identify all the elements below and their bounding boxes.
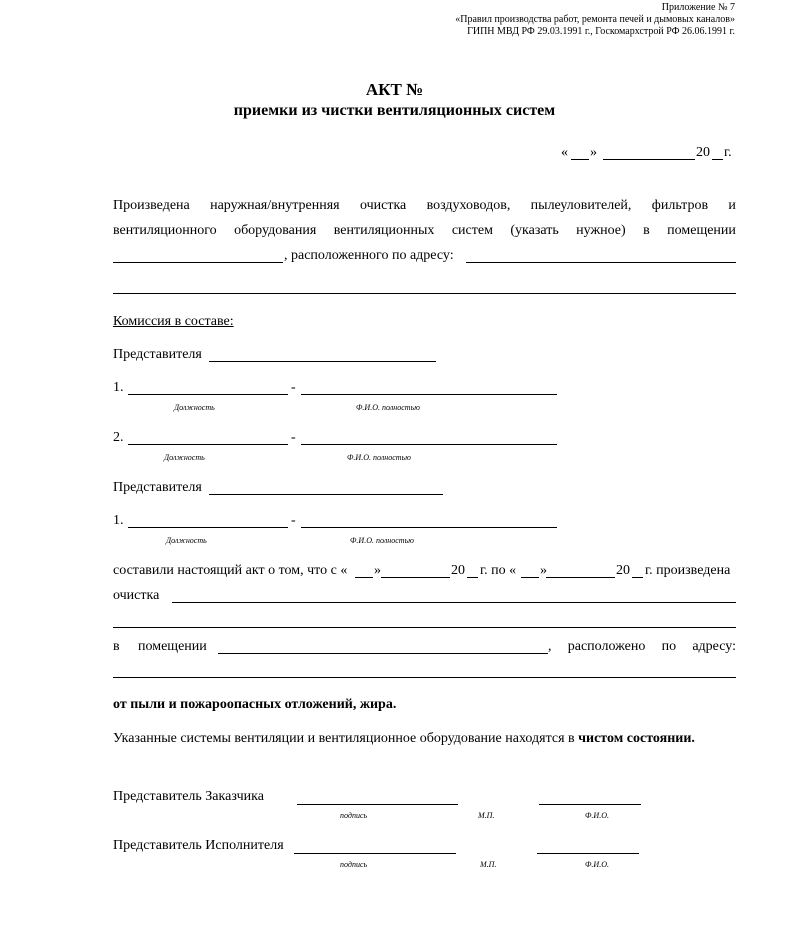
appendix-line-1: Приложение № 7 (661, 2, 735, 13)
customer-sign-blank[interactable] (297, 804, 458, 805)
member3-num: 1. (113, 513, 124, 528)
rep2-label: Представителя (113, 480, 202, 495)
member1-dash: - (291, 380, 296, 395)
member1-position-blank[interactable] (128, 394, 288, 395)
premises-blank[interactable] (113, 262, 283, 263)
contractor-cap-sign: подпись (340, 860, 368, 869)
customer-cap-stamp: М.П. (478, 811, 495, 820)
member3-name-blank[interactable] (301, 527, 557, 528)
commission-heading: Комиссия в составе: (113, 314, 234, 329)
customer-cap-sign: подпись (340, 811, 368, 820)
room-blank[interactable] (218, 653, 548, 654)
act-title: АКТ № (365, 80, 424, 99)
intro-line-1: Произведена наружная/внутренняя очистка воздуховодов, пылеуловителей, фильтров и (113, 198, 736, 213)
date-open-quote: « (561, 145, 568, 160)
contractor-sign-blank[interactable] (294, 853, 456, 854)
address-blank-2[interactable] (113, 293, 736, 294)
appendix-line-3: ГИПН МВД РФ 29.03.1991 г., Госкомархстрой РФ 26.06.1991 г. (467, 26, 735, 37)
date-year-prefix: 20 (696, 145, 710, 160)
member1-num: 1. (113, 380, 124, 395)
cleaning-blank[interactable] (172, 602, 736, 603)
cleaning-label: очистка (113, 588, 160, 603)
located-by-address: , расположено по адресу: (548, 639, 736, 654)
period-from-day-blank[interactable] (355, 577, 373, 578)
period-from-year-blank[interactable] (467, 577, 478, 578)
period-to-day-blank[interactable] (521, 577, 539, 578)
intro-line-2: вентиляционного оборудования вентиляционных систем (указать нужное) в помещении (113, 223, 736, 238)
room-address-blank[interactable] (113, 677, 736, 678)
room-label-in: в (113, 639, 120, 654)
date-close-quote: » (590, 145, 597, 160)
member1-cap-position: Должность (174, 403, 215, 412)
customer-fio-blank[interactable] (539, 804, 641, 805)
member3-cap-name: Ф.И.О. полностью (350, 536, 414, 545)
appendix-line-2: «Правил производства работ, ремонта печей и дымовых каналов» (455, 14, 735, 25)
contractor-cap-fio: Ф.И.О. (585, 860, 609, 869)
member3-position-blank[interactable] (128, 527, 288, 528)
address-blank[interactable] (466, 262, 736, 263)
rep1-label: Представителя (113, 347, 202, 362)
period-to-month-blank[interactable] (546, 577, 615, 578)
rep2-blank[interactable] (209, 494, 443, 495)
located-label: , расположенного по адресу: (284, 248, 454, 263)
contractor-fio-blank[interactable] (537, 853, 639, 854)
contractor-cap-stamp: М.П. (480, 860, 497, 869)
period-text-1: составили настоящий акт о том, что с « (113, 563, 348, 578)
room-label: помещении (138, 639, 207, 654)
from-dust-text: от пыли и пожароопасных отложений, жира. (113, 697, 397, 712)
member1-name-blank[interactable] (301, 394, 557, 395)
act-subtitle: приемки из чистки вентиляционных систем (233, 102, 556, 119)
state-text: Указанные системы вентиляции и вентиляционное оборудование находятся в чистом состоянии. (113, 731, 695, 746)
rep1-blank[interactable] (209, 361, 436, 362)
member1-cap-name: Ф.И.О. полностью (356, 403, 420, 412)
member2-cap-name: Ф.И.О. полностью (347, 453, 411, 462)
cleaning-blank-2[interactable] (113, 627, 736, 628)
customer-cap-fio: Ф.И.О. (585, 811, 609, 820)
member3-cap-position: Должность (166, 536, 207, 545)
period-from-month-blank[interactable] (381, 577, 450, 578)
period-to-year-blank[interactable] (632, 577, 643, 578)
member3-dash: - (291, 513, 296, 528)
member2-dash: - (291, 430, 296, 445)
member2-num: 2. (113, 430, 124, 445)
member2-name-blank[interactable] (301, 444, 557, 445)
customer-label: Представитель Заказчика (113, 789, 264, 804)
date-year-suffix: г. (724, 145, 732, 160)
member2-position-blank[interactable] (128, 444, 288, 445)
contractor-label: Представитель Исполнителя (113, 838, 284, 853)
member2-cap-position: Должность (164, 453, 205, 462)
